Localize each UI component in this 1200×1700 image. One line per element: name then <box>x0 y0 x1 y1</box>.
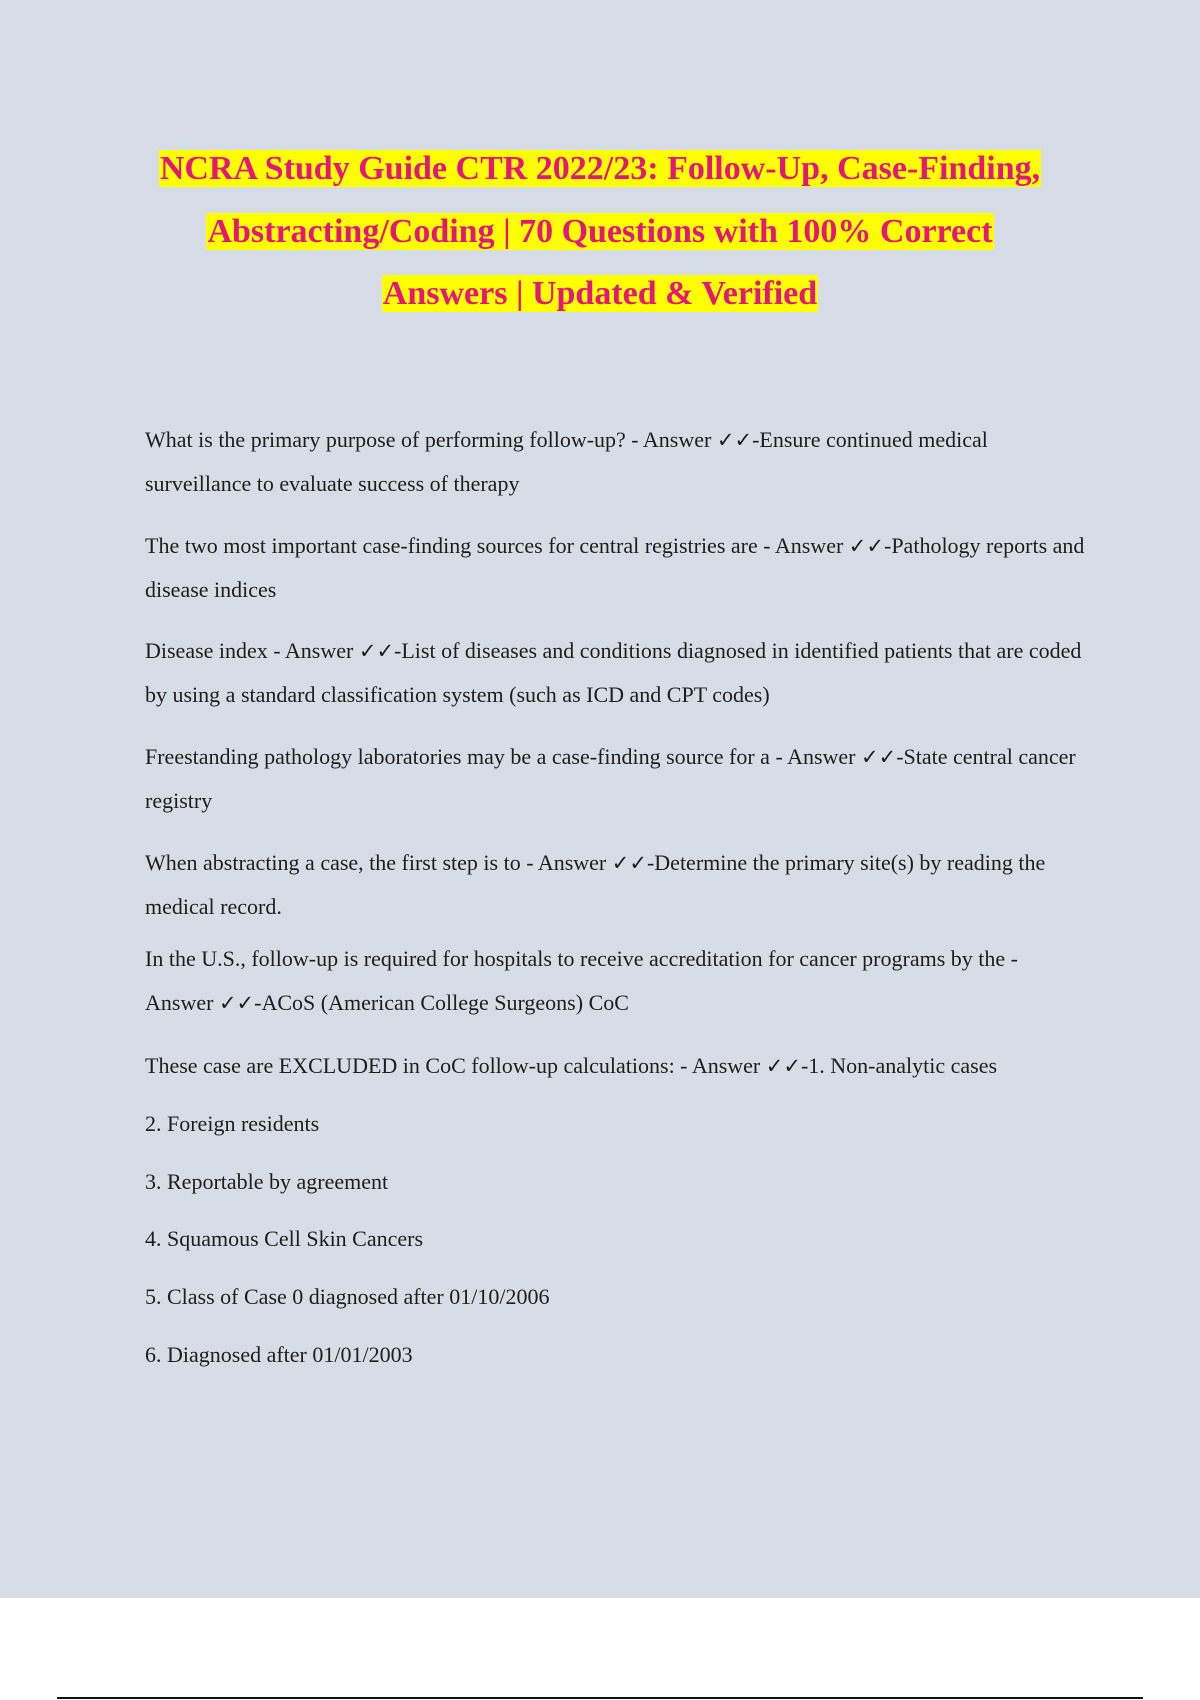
list-item: 5. Class of Case 0 diagnosed after 01/10/2006 <box>145 1284 550 1309</box>
answer-label: Answer <box>774 533 849 558</box>
answer-label: Answer <box>145 990 219 1015</box>
list-item: 6. Diagnosed after 01/01/2003 <box>145 1342 413 1367</box>
checkmark-icon: ✓✓ <box>765 1054 801 1078</box>
question-text: The two most important case-finding sources for central registries are - <box>145 533 775 558</box>
list-item: 2. Foreign residents <box>145 1111 320 1136</box>
question-text: Disease index - <box>145 638 285 663</box>
qa-content <box>145 418 1085 1377</box>
answer-text: -Determine the primary site(s) by reading the medical record. <box>145 850 1046 919</box>
answer-text: -Pathology reports and disease indices <box>145 533 1085 602</box>
question-text: What is the primary purpose of performing follow-up? - <box>145 427 643 452</box>
qa-item <box>145 1044 1085 1088</box>
answer-text: -List of diseases and conditions diagnosed in identified patients that are coded by using a standard classification system (such as ICD and CPT codes) <box>145 638 1082 707</box>
qa-item <box>145 418 1085 506</box>
question-text: In the U.S., follow-up is required for hospitals to receive accreditation for cancer programs by the - <box>145 946 1018 971</box>
question-text: When abstracting a case, the first step is to - <box>145 850 538 875</box>
question-text: Freestanding pathology laboratories may be a case-finding source for a - <box>145 744 788 769</box>
title-line-3: Answers | Updated & Verified <box>382 275 818 312</box>
qa-item <box>145 524 1085 612</box>
answer-label: Answer <box>537 850 612 875</box>
answer-text: -Ensure continued medical surveillance to evaluate success of therapy <box>145 427 988 496</box>
document-title <box>100 138 1100 326</box>
answer-label: Answer <box>284 638 359 663</box>
answer-text: -ACoS (American College Surgeons) CoC <box>254 990 629 1015</box>
answer-text: -1. Non-analytic cases <box>800 1053 998 1078</box>
checkmark-icon: ✓✓ <box>611 851 647 875</box>
answer-label: Answer <box>691 1053 766 1078</box>
answer-label: Answer <box>642 427 717 452</box>
title-line-2: Abstracting/Coding | 70 Questions with 100% Correct <box>207 212 993 250</box>
qa-item <box>145 735 1085 823</box>
checkmark-icon: ✓✓ <box>848 534 884 558</box>
checkmark-icon: ✓✓ <box>861 745 897 769</box>
checkmark-icon: ✓✓ <box>218 991 255 1015</box>
answer-label: Answer <box>787 744 861 769</box>
title-line-1: NCRA Study Guide CTR 2022/23: Follow-Up, Case-Finding, <box>159 150 1041 187</box>
checkmark-icon: ✓✓ <box>716 428 753 452</box>
footer-divider <box>57 1697 1143 1699</box>
qa-item <box>145 937 1085 1025</box>
checkmark-icon: ✓✓ <box>358 639 395 663</box>
list-item: 4. Squamous Cell Skin Cancers <box>145 1226 424 1251</box>
qa-item <box>145 841 1085 929</box>
list-item: 3. Reportable by agreement <box>145 1169 389 1194</box>
question-text: These case are EXCLUDED in CoC follow-up calculations: - <box>145 1053 692 1078</box>
qa-item <box>145 629 1085 717</box>
answer-text: -State central cancer registry <box>145 744 1076 813</box>
